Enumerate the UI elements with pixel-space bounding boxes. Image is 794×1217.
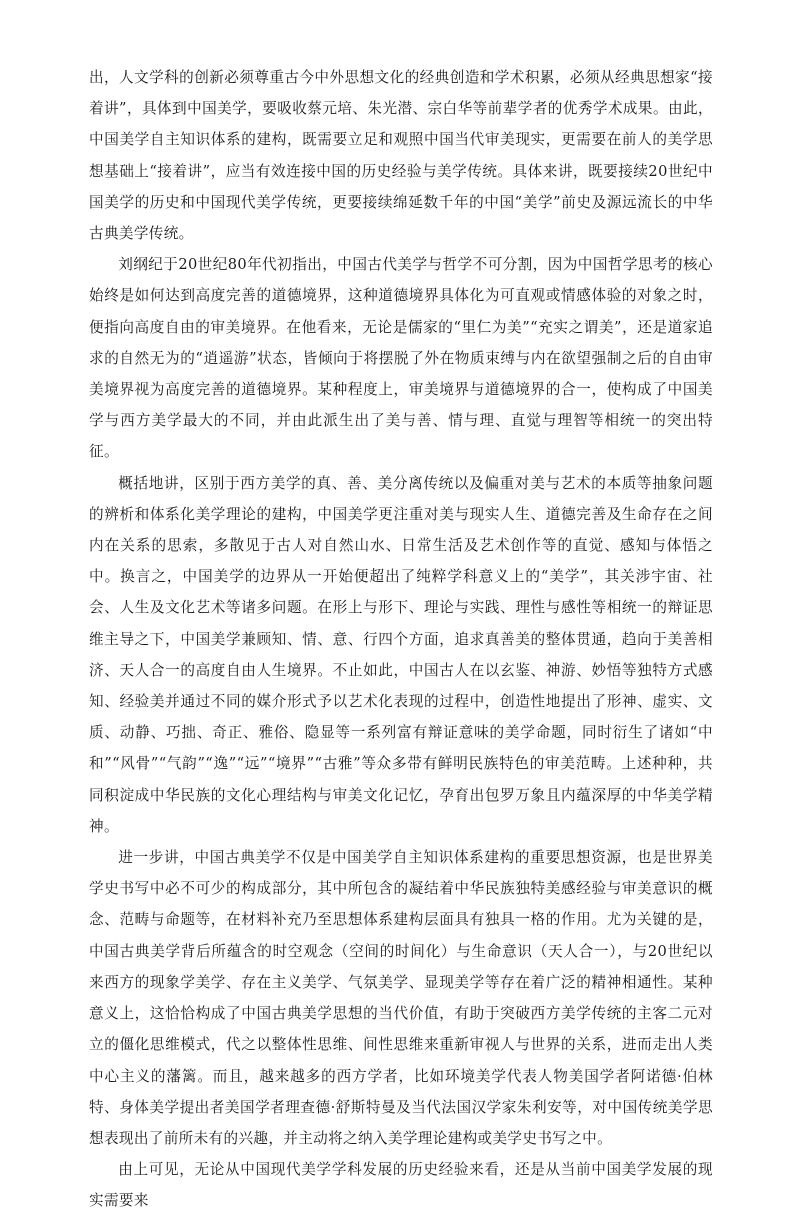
paragraph-continuation: 出，人文学科的创新必须尊重古今中外思想文化的经典创造和学术积累，必须从经典思想家“接着讲”，具体到中国美学，要吸收蔡元培、朱光潜、宗白华等前辈学者的优秀学术成果。由此，中国美学自主知识体系的建构，既需要立足和观照中国当代审美现实，更需要在前人的美学思想基础上“接着讲”，应当有效连接中国的历史经验与美学传统。具体来讲，既要接续20世纪中国美学的历史和中国现代美学传统，更要接续绵延数千年的中国“美学”前史及源远流长的中华古典美学传统。 <box>89 69 713 243</box>
paragraph-summary: 概括地讲，区别于西方美学的真、善、美分离传统以及偏重对美与艺术的本质等抽象问题的辨析和体系化美学理论的建构，中国美学更注重对美与现实人生、道德完善及生命存在之间内在关系的思索，多散见于古人对自然山水、日常生活及艺术创作等的直觉、感知与体悟之中。换言之，中国美学的边界从一开始便超出了纯粹学科意义上的“美学”，其关涉宇宙、社会、人生及文化艺术等诸多问题。在形上与形下、理论与实践、理性与感性等相统一的辩证思维主导之下，中国美学兼顾知、情、意、行四个方面，追求真善美的整体贯通，趋向于美善相济、天人合一的高度自由人生境界。不止如此，中国古人在以玄鉴、神游、妙悟等独特方式感知、经验美并通过不同的媒介形式予以艺术化表现的过程中，创造性地提出了形神、虚实、文质、动静、巧拙、奇正、雅俗、隐显等一系列富有辩证意味的美学命题，同时衍生了诸如“中和”“风骨”“气韵”“逸”“远”“境界”“古雅”等众多带有鲜明民族特色的审美范畴。上述种种，共同积淀成中华民族的文化心理结构与审美文化记忆，孕育出包罗万象且内蕴深厚的中华美学精神。 <box>89 474 713 835</box>
article-body <box>89 62 713 1217</box>
paragraph-liu-gangji: 刘纲纪于20世纪80年代初指出，中国古代美学与哲学不可分割，因为中国哲学思考的核心始终是如何达到高度完善的道德境界，这种道德境界具体化为可直观或情感体验的对象之时，便指向高度自由的审美境界。在他看来，无论是儒家的“里仁为美”“充实之谓美”，还是道家追求的自然无为的“逍遥游”状态，皆倾向于将摆脱了外在物质束缚与内在欲望强制之后的自由审美境界视为高度完善的道德境界。某种程度上，审美境界与道德境界的合一，使构成了中国美学与西方美学最大的不同，并由此派生出了美与善、情与理、直觉与理智等相统一的突出特征。 <box>89 256 713 461</box>
paragraph-conclusion: 由上可见，无论从中国现代美学学科发展的历史经验来看，还是从当前中国美学发展的现实需要来 <box>89 1161 713 1210</box>
paragraph-further: 进一步讲，中国古典美学不仅是中国美学自主知识体系建构的重要思想资源，也是世界美学史书写中必不可少的构成部分，其中所包含的凝结着中华民族独特美感经验与审美意识的概念、范畴与命题等，在材料补充乃至思想体系建构层面具有独具一格的作用。尤为关键的是，中国古典美学背后所蕴含的时空观念（空间的时间化）与生命意识（天人合一），与20世纪以来西方的现象学美学、存在主义美学、气氛美学、显现美学等存在着广泛的精神相通性。某种意义上，这恰恰构成了中国古典美学思想的当代价值，有助于突破西方美学传统的主客二元对立的僵化思维模式，代之以整体性思维、间性思维来重新审视人与世界的关系，进而走出人类中心主义的藩篱。而且，越来越多的西方学者，比如环境美学代表人物美国学者阿诺德·伯林特、身体美学提出者美国学者理查德·舒斯特曼及当代法国汉学家朱利安等，对中国传统美学思想表现出了前所未有的兴趣，并主动将之纳入美学理论建构或美学史书写之中。 <box>89 849 713 1147</box>
